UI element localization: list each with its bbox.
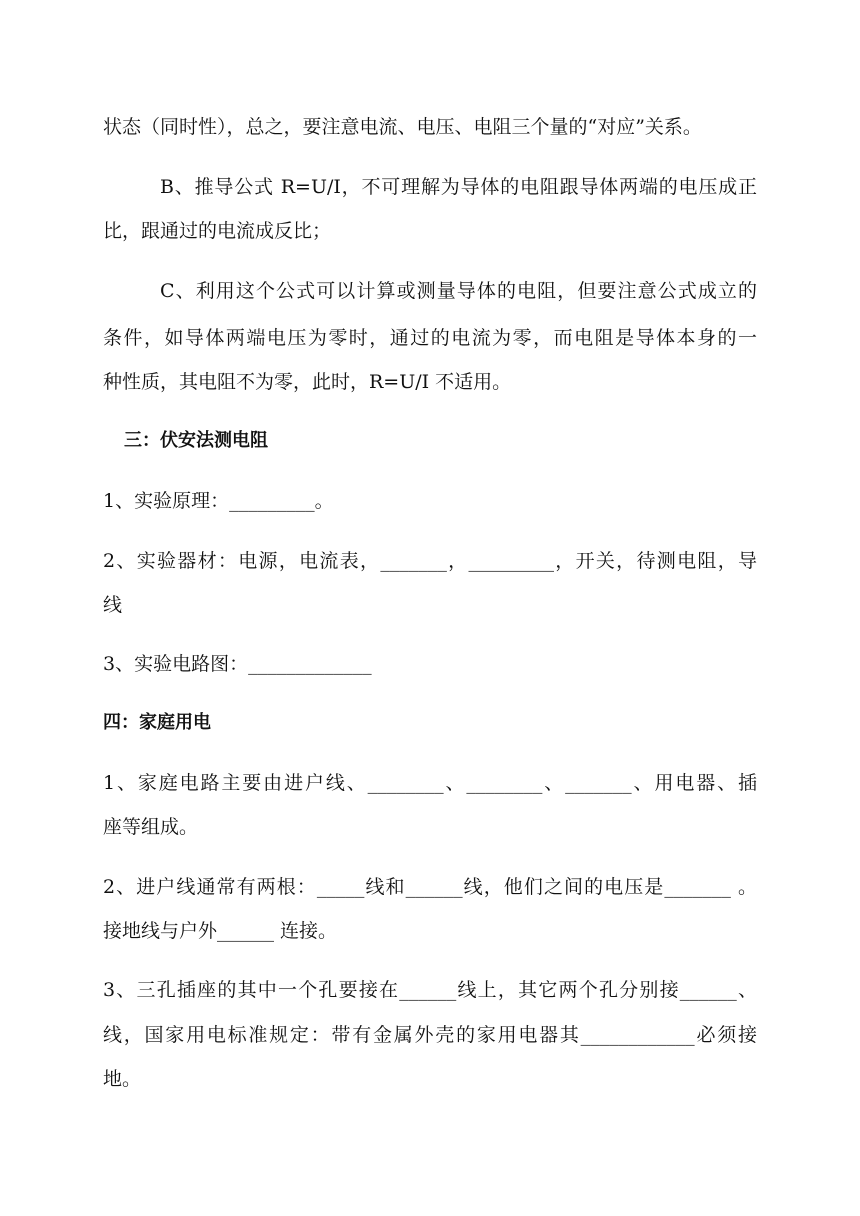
text-line: 比，跟通过的电流成反比； bbox=[103, 220, 332, 242]
text-line: 座等组成。 bbox=[103, 816, 199, 838]
text-line: 线，国家用电标准规定：带有金属外壳的家用电器其____________必须接 bbox=[103, 1024, 757, 1046]
text-line: 种性质，其电阻不为零，此时，R=U/I 不适用。 bbox=[103, 371, 512, 393]
text-line: 3、实验电路图：_____________ bbox=[103, 653, 372, 675]
text-line: 接地线与户外______ 连接。 bbox=[103, 920, 338, 942]
text-line: 2、进户线通常有两根：_____线和______线，他们之间的电压是_______ 。 bbox=[103, 876, 757, 898]
section-heading: 四：家庭用电 bbox=[103, 712, 211, 733]
text-line: 2、实验器材：电源，电流表，_______，_________，开关，待测电阻，导 bbox=[103, 550, 757, 572]
text-line: 条件，如导体两端电压为零时，通过的电流为零，而电阻是导体本身的一 bbox=[103, 327, 757, 349]
section-heading: 三：伏安法测电阻 bbox=[124, 430, 268, 451]
text-line: 状态（同时性），总之，要注意电流、电压、电阻三个量的“对应”关系。 bbox=[103, 116, 702, 138]
text-line: B、推导公式 R=U/I，不可理解为导体的电阻跟导体两端的电压成正 bbox=[160, 176, 757, 198]
text-line: 线 bbox=[103, 594, 123, 616]
text-line: 3、三孔插座的其中一个孔要接在______线上，其它两个孔分别接______、 bbox=[103, 979, 757, 1001]
text-line: C、利用这个公式可以计算或测量导体的电阻，但要注意公式成立的 bbox=[160, 280, 757, 302]
text-line: 1、家庭电路主要由进户线、________、________、_______、用电器、插 bbox=[103, 772, 757, 794]
text-line: 1、实验原理：_________。 bbox=[103, 490, 334, 512]
text-line: 地。 bbox=[103, 1068, 142, 1090]
